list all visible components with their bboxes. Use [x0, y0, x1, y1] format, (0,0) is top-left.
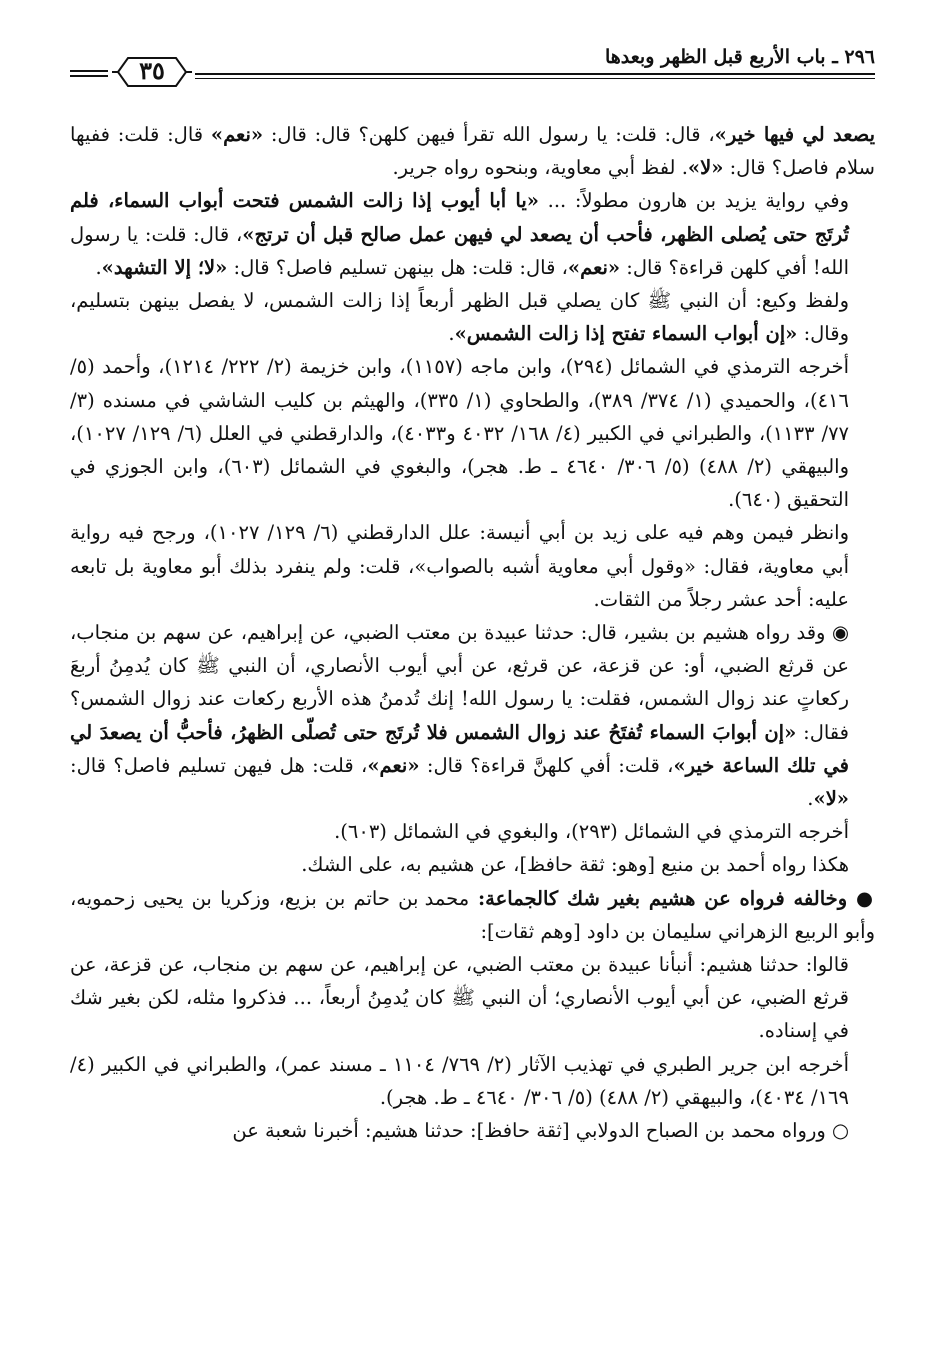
bold-text: «لا؛ إلا التشهد»	[101, 255, 228, 279]
text: ◉ وقد رواه هشيم بن بشير، قال: حدثنا عبيدة بن معتب الضبي، عن إبراهيم، عن سهم بن منجاب، عن قرثع الضبي، أو: عن قزعة، عن قرثع، عن أبي أيوب الأنصاري، أن النبي ﷺ كان يُدمِنُ أربعَ ركعاتٍ عند زوال الشمس، فقلت: يا رسول الله! إنك تُدمنُ هذه الأربع ركعات عند زوال الشمس؟ فقال:	[70, 621, 849, 744]
text: .	[95, 255, 102, 279]
text: قال: قلت: ففيها سلام فاصل؟ قال:	[70, 123, 875, 180]
text: هكذا رواه أحمد بن منيع [وهو: ثقة حافظ]، عن هشيم به، على الشك.	[301, 853, 849, 877]
bold-text: ● وخالفه فرواه عن هشيم بغير شك كالجماعة:	[469, 886, 875, 910]
bold-text: يصعد لي فيها خير»	[714, 123, 876, 146]
text: .	[448, 322, 455, 346]
text: قالوا: حدثنا هشيم: أنبأنا عبيدة بن معتب الضبي، عن إبراهيم، عن سهم بن منجاب، عن قزعة، عن قرثع الضبي، عن أبي أيوب الأنصاري؛ أن النبي ﷺ كان يُدمِنُ أربعاً، ... فذكروا مثله، لكن بغير شك في إسناده.	[70, 953, 849, 1043]
text: ولفظ وكيع: أن النبي ﷺ كان يصلي قبل الظهر أربعاً إذا زالت الشمس، لا يفصل بينهن بتسليم، وقال:	[70, 289, 849, 346]
text: ، قال: قلت: يا رسول الله! أفي كلهن قراءة؟ قال:	[70, 222, 849, 279]
bold-text: «لا»	[813, 787, 849, 811]
text: ، قال: قلت: يا رسول الله تقرأ فيهن كلهن؟ قال: قال:	[263, 123, 715, 146]
text: وفي رواية يزيد بن هارون مطولاً: ...	[538, 189, 849, 213]
paragraph	[70, 616, 875, 815]
bold-text: «إن أبوابَ السماء تُفتَحُ عند زوال الشمس فلا تُرتَج حتى تُصلّى الظهرُ، فأحبُّ أن يصعدَ لي في تلك الساعة خير»	[70, 720, 849, 777]
text: ○ ورواه محمد بن الصباح الدولابي [ثقة حافظ]: حدثنا هشيم: أخبرنا شعبة عن	[232, 1119, 849, 1143]
paragraph	[70, 350, 875, 516]
bold-text: «نعم»	[210, 123, 264, 146]
paragraph	[70, 815, 875, 848]
paragraph	[70, 118, 875, 184]
text: ، قلت: أفي كلهنَّ قراءة؟ قال:	[419, 753, 674, 777]
text: ، قال: قلت: هل بينهن تسليم فاصل؟ قال:	[227, 255, 568, 279]
text: أخرجه ابن جرير الطبري في تهذيب الآثار (٢/ ٧٦٩/ ١١٠٤ ـ مسند عمر)، والطبراني في الكبير (٤/ ١٦٩/ ٤٠٣٤)، والبيهقي (٢/ ٤٨٨) (٥/ ٣٠٦/ ٤٦٤٠ ـ ط. هجر).	[70, 1052, 849, 1109]
left-decorative-rules	[70, 70, 108, 80]
text: محمد بن حاتم بن بزيع، وزكريا بن يحيى زحمويه، وأبو الربيع الزهراني سليمان بن داود [وهم ثقات]:	[70, 886, 875, 943]
text: أخرجه الترمذي في الشمائل (٢٩٣)، والبغوي في الشمائل (٦٠٣).	[334, 820, 849, 844]
bold-text: «يا أبا أيوب إذا زالت الشمس فتحت أبواب السماء، فلم تُرتَج حتى يُصلى الظهر، فأحب أن يصعد لي فيهن عمل صالح قبل أن ترتج»	[70, 189, 850, 246]
running-title: ٢٩٦ ـ باب الأربع قبل الظهر وبعدها	[604, 46, 875, 68]
bold-text: «لا»	[687, 156, 724, 180]
paragraph	[70, 1114, 875, 1147]
bold-text: «إن أبواب السماء تفتح إذا زالت الشمس»	[454, 322, 798, 346]
text: أخرجه الترمذي في الشمائل (٢٩٤)، وابن ماجه (١١٥٧)، وابن خزيمة (٢/ ٢٢٢/ ١٢١٤)، وأحمد (٥/ ٤١٦)، والحميدي (١/ ٣٧٤/ ٣٨٩)، والطحاوي (١/ ٣٣٥)، والهيثم بن كليب الشاشي في مسنده (٣/ ٧٧/ ١١٣٣)، والطبراني في الكبير (٤/ ١٦٨/ ٤٠٣٢ و٤٠٣٣)، والدارقطني في العلل (٦/ ١٢٩/ ١٠٢٧)، والبيهقي (٢/ ٤٨٨) (٥/ ٣٠٦/ ٤٦٤٠ ـ ط. هجر)، والبغوي في الشمائل (٦٠٣)، وابن الجوزي في التحقيق (٦٤٠).	[70, 355, 850, 512]
paragraph	[70, 948, 875, 1048]
page-header	[70, 40, 875, 100]
paragraph	[70, 284, 875, 350]
header-rule-thin	[195, 78, 875, 79]
page-content	[70, 118, 875, 1147]
paragraph	[70, 516, 875, 616]
paragraph	[70, 1048, 875, 1114]
bold-text: «نعم»	[567, 255, 621, 279]
page-number-badge	[110, 54, 194, 90]
text: .	[807, 787, 814, 811]
page-number: ٣٥	[139, 56, 165, 85]
text: ، قلت: هل فيهن تسليم فاصل؟ قال:	[70, 753, 368, 777]
text: . لفظ أبي معاوية، وبنحوه رواه جرير.	[392, 156, 688, 180]
bold-text: «نعم»	[367, 753, 420, 777]
paragraph	[70, 848, 875, 881]
paragraph	[70, 882, 875, 948]
text: وانظر فيمن وهم فيه على زيد بن أبي أنيسة: علل الدارقطني (٦/ ١٢٩/ ١٠٢٧)، ورجح فيه رواية أبي معاوية، فقال: «وقول أبي معاوية أشبه بالصواب»، قلت: ولم ينفرد بذلك أبو معاوية بل تابعه عليه: أحد عشر رجلاً من الثقات.	[70, 521, 849, 611]
paragraph	[70, 184, 875, 284]
header-rule	[195, 73, 875, 75]
